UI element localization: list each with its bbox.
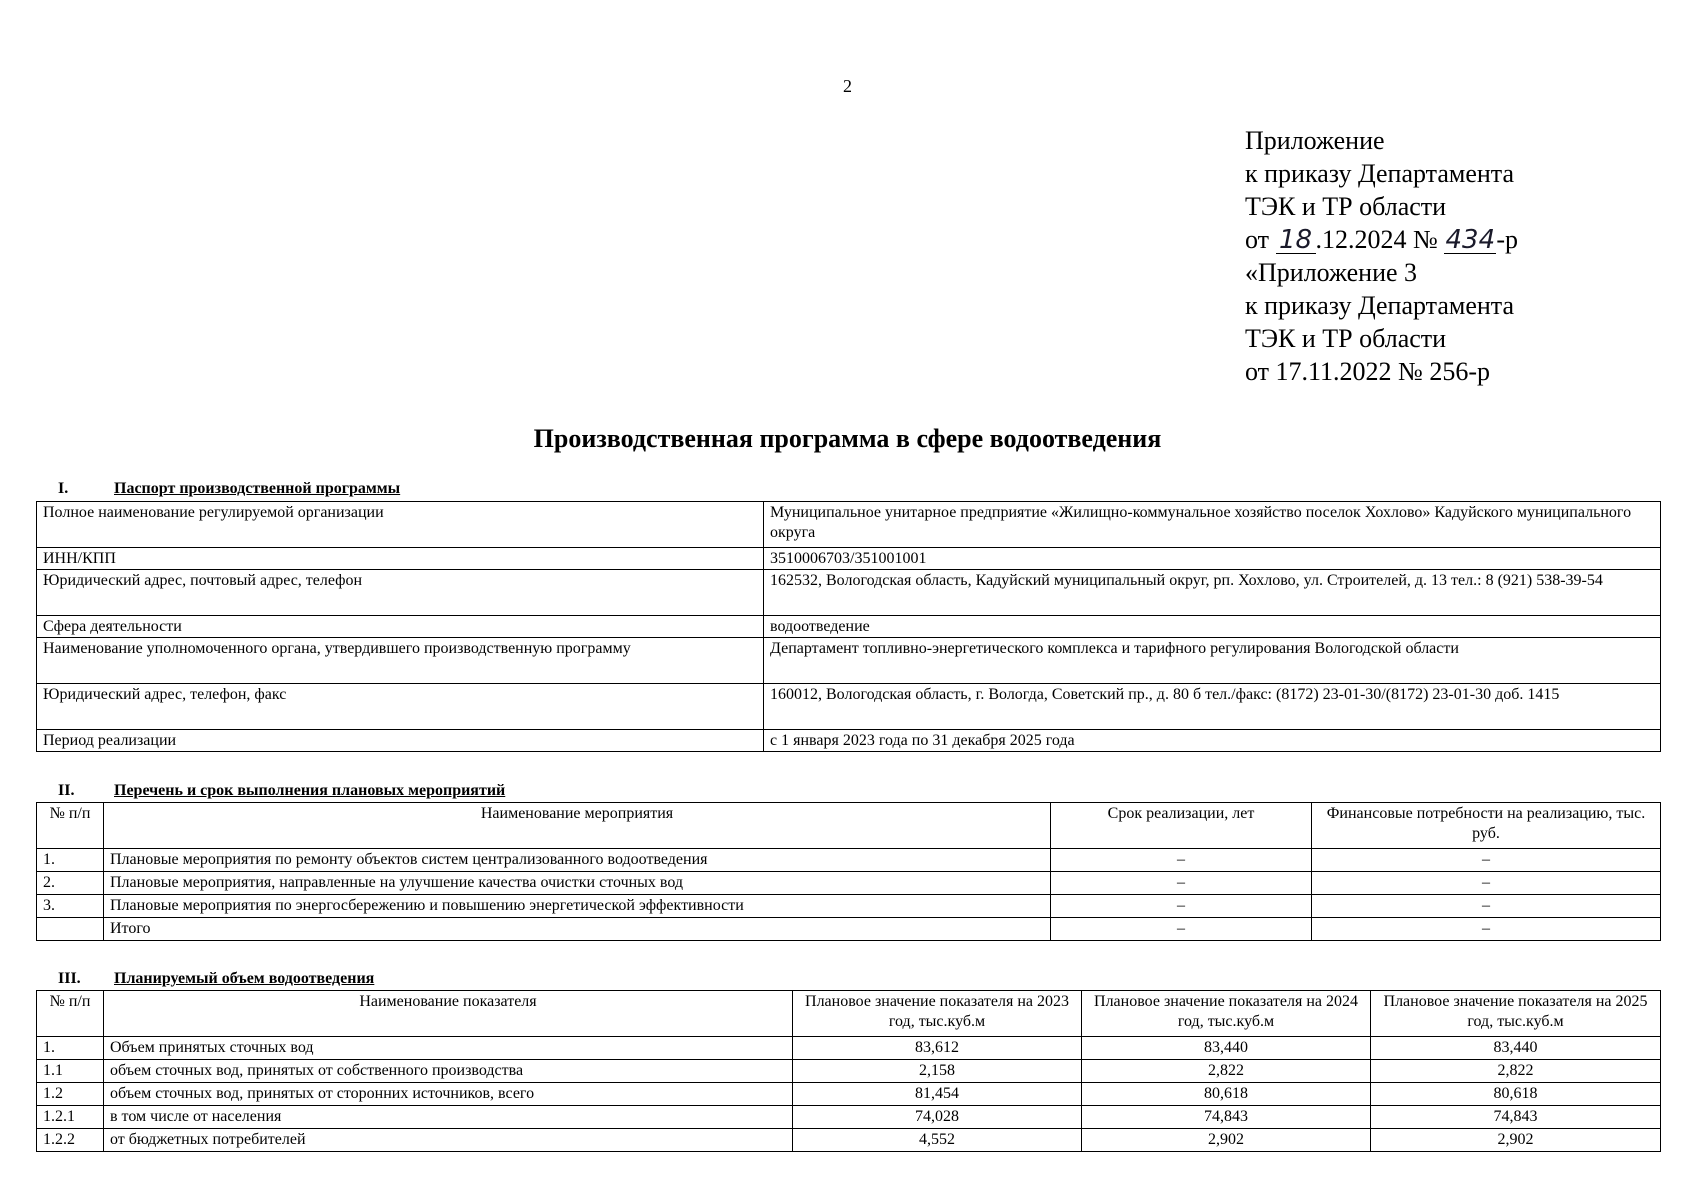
table-row: [37, 895, 1661, 918]
table-header-row: [37, 991, 1661, 1037]
value-2025: 2,902: [1371, 1129, 1661, 1152]
indicator-name: в том числе от населения: [104, 1106, 793, 1129]
table-row: [37, 849, 1661, 872]
column-header-2025: Плановое значение показателя на 2025 год, тыс.куб.м: [1371, 991, 1661, 1037]
value-2025: 83,440: [1371, 1037, 1661, 1060]
passport-value: водоотведение: [764, 616, 1661, 638]
indicator-name: объем сточных вод, принятых от собственного производства: [104, 1060, 793, 1083]
row-number: 1.: [37, 1037, 104, 1060]
order-date: .12.2024 №: [1315, 225, 1438, 254]
value-2023: 74,028: [793, 1106, 1082, 1129]
table-row: [37, 570, 1661, 616]
value-2024: 74,843: [1082, 1106, 1371, 1129]
passport-label: Период реализации: [37, 730, 764, 752]
appendix-line: от 17.11.2022 № 256-р: [1245, 357, 1491, 386]
finance-value: –: [1312, 918, 1661, 941]
volume-table: [36, 990, 1661, 1152]
column-header-number: № п/п: [37, 803, 104, 849]
passport-label: Сфера деятельности: [37, 616, 764, 638]
section-number: III.: [58, 970, 81, 987]
row-number: [37, 918, 104, 941]
section-title: Планируемый объем водоотведения: [114, 970, 375, 987]
passport-label: Юридический адрес, почтовый адрес, телефон: [37, 570, 764, 616]
measure-name: Итого: [104, 918, 1051, 941]
table-row: [37, 548, 1661, 570]
column-header-indicator-name: Наименование показателя: [104, 991, 793, 1037]
table-row: [37, 684, 1661, 730]
handwritten-order-number: 434: [1445, 225, 1496, 255]
passport-label: ИНН/КПП: [37, 548, 764, 570]
value-2023: 4,552: [793, 1129, 1082, 1152]
appendix-block: [1245, 124, 1518, 388]
table-row-total: [37, 918, 1661, 941]
section-number: II.: [58, 782, 75, 799]
appendix-line: «Приложение 3: [1245, 258, 1418, 287]
finance-value: –: [1312, 849, 1661, 872]
table-row: [37, 1060, 1661, 1083]
section-title: Перечень и срок выполнения плановых мероприятий: [114, 782, 506, 799]
section-heading-passport: [58, 480, 400, 498]
passport-value: Муниципальное унитарное предприятие «Жилищно-коммунальное хозяйство поселок Хохлово» Кадуйского муниципального округа: [764, 502, 1661, 548]
measures-table: [36, 802, 1661, 941]
section-number: I.: [58, 480, 69, 497]
table-row: [37, 1083, 1661, 1106]
value-2023: 83,612: [793, 1037, 1082, 1060]
value-2025: 80,618: [1371, 1083, 1661, 1106]
passport-label: Полное наименование регулируемой организации: [37, 502, 764, 548]
appendix-line: к приказу Департамента: [1245, 159, 1515, 188]
measure-name: Плановые мероприятия по энергосбережению и повышению энергетической эффективности: [104, 895, 1051, 918]
row-number: 1.2.2: [37, 1129, 104, 1152]
value-2024: 2,822: [1082, 1060, 1371, 1083]
column-header-term: Срок реализации, лет: [1051, 803, 1312, 849]
section-heading-volume: [58, 970, 374, 988]
table-row: [37, 1037, 1661, 1060]
appendix-line: к приказу Департамента: [1245, 291, 1515, 320]
row-number: 3.: [37, 895, 104, 918]
measure-name: Плановые мероприятия, направленные на улучшение качества очистки сточных вод: [104, 872, 1051, 895]
passport-label: Юридический адрес, телефон, факс: [37, 684, 764, 730]
section-title: Паспорт производственной программы: [114, 480, 401, 497]
term-value: –: [1051, 872, 1312, 895]
term-value: –: [1051, 895, 1312, 918]
row-number: 1.1: [37, 1060, 104, 1083]
row-number: 1.2.1: [37, 1106, 104, 1129]
passport-label: Наименование уполномоченного органа, утвердившего производственную программу: [37, 638, 764, 684]
term-value: –: [1051, 849, 1312, 872]
table-row: [37, 616, 1661, 638]
column-header-number: № п/п: [37, 991, 104, 1037]
table-row: [37, 730, 1661, 752]
table-row: [37, 1129, 1661, 1152]
term-value: –: [1051, 918, 1312, 941]
row-number: 1.: [37, 849, 104, 872]
document-title: Производственная программа в сфере водоотведения: [533, 424, 1162, 453]
indicator-name: Объем принятых сточных вод: [104, 1037, 793, 1060]
order-suffix: -р: [1496, 225, 1519, 254]
passport-value: с 1 января 2023 года по 31 декабря 2025 года: [764, 730, 1661, 752]
indicator-name: от бюджетных потребителей: [104, 1129, 793, 1152]
finance-value: –: [1312, 872, 1661, 895]
row-number: 1.2: [37, 1083, 104, 1106]
appendix-line: Приложение: [1245, 126, 1385, 155]
column-header-2023: Плановое значение показателя на 2023 год, тыс.куб.м: [793, 991, 1082, 1037]
value-2025: 2,822: [1371, 1060, 1661, 1083]
measure-name: Плановые мероприятия по ремонту объектов систем централизованного водоотведения: [104, 849, 1051, 872]
finance-value: –: [1312, 895, 1661, 918]
passport-value: 3510006703/351001001: [764, 548, 1661, 570]
column-header-2024: Плановое значение показателя на 2024 год, тыс.куб.м: [1082, 991, 1371, 1037]
table-header-row: [37, 803, 1661, 849]
table-row: [37, 638, 1661, 684]
column-header-finance: Финансовые потребности на реализацию, тыс. руб.: [1312, 803, 1661, 849]
indicator-name: объем сточных вод, принятых от сторонних источников, всего: [104, 1083, 793, 1106]
value-2023: 81,454: [793, 1083, 1082, 1106]
appendix-line: ТЭК и ТР области: [1245, 192, 1447, 221]
column-header-measure-name: Наименование мероприятия: [104, 803, 1051, 849]
order-prefix: от: [1245, 225, 1270, 254]
passport-value: Департамент топливно-энергетического комплекса и тарифного регулирования Вологодской области: [764, 638, 1661, 684]
passport-value: 162532, Вологодская область, Кадуйский муниципальный округ, рп. Хохлово, ул. Строителей, д. 13 тел.: 8 (921) 538-39-54: [764, 570, 1661, 616]
passport-table: [36, 501, 1661, 752]
row-number: 2.: [37, 872, 104, 895]
section-heading-measures: [58, 782, 505, 800]
passport-value: 160012, Вологодская область, г. Вологда, Советский пр., д. 80 б тел./факс: (8172) 23-01-30/(8172) 23-01-30 доб. 1415: [764, 684, 1661, 730]
value-2023: 2,158: [793, 1060, 1082, 1083]
table-row: [37, 502, 1661, 548]
table-row: [37, 872, 1661, 895]
value-2024: 80,618: [1082, 1083, 1371, 1106]
value-2024: 83,440: [1082, 1037, 1371, 1060]
page-number: 2: [843, 76, 852, 96]
table-row: [37, 1106, 1661, 1129]
appendix-line: ТЭК и ТР области: [1245, 324, 1447, 353]
value-2025: 74,843: [1371, 1106, 1661, 1129]
handwritten-order-day: 18: [1276, 227, 1316, 254]
value-2024: 2,902: [1082, 1129, 1371, 1152]
order-reference: [1245, 223, 1518, 256]
